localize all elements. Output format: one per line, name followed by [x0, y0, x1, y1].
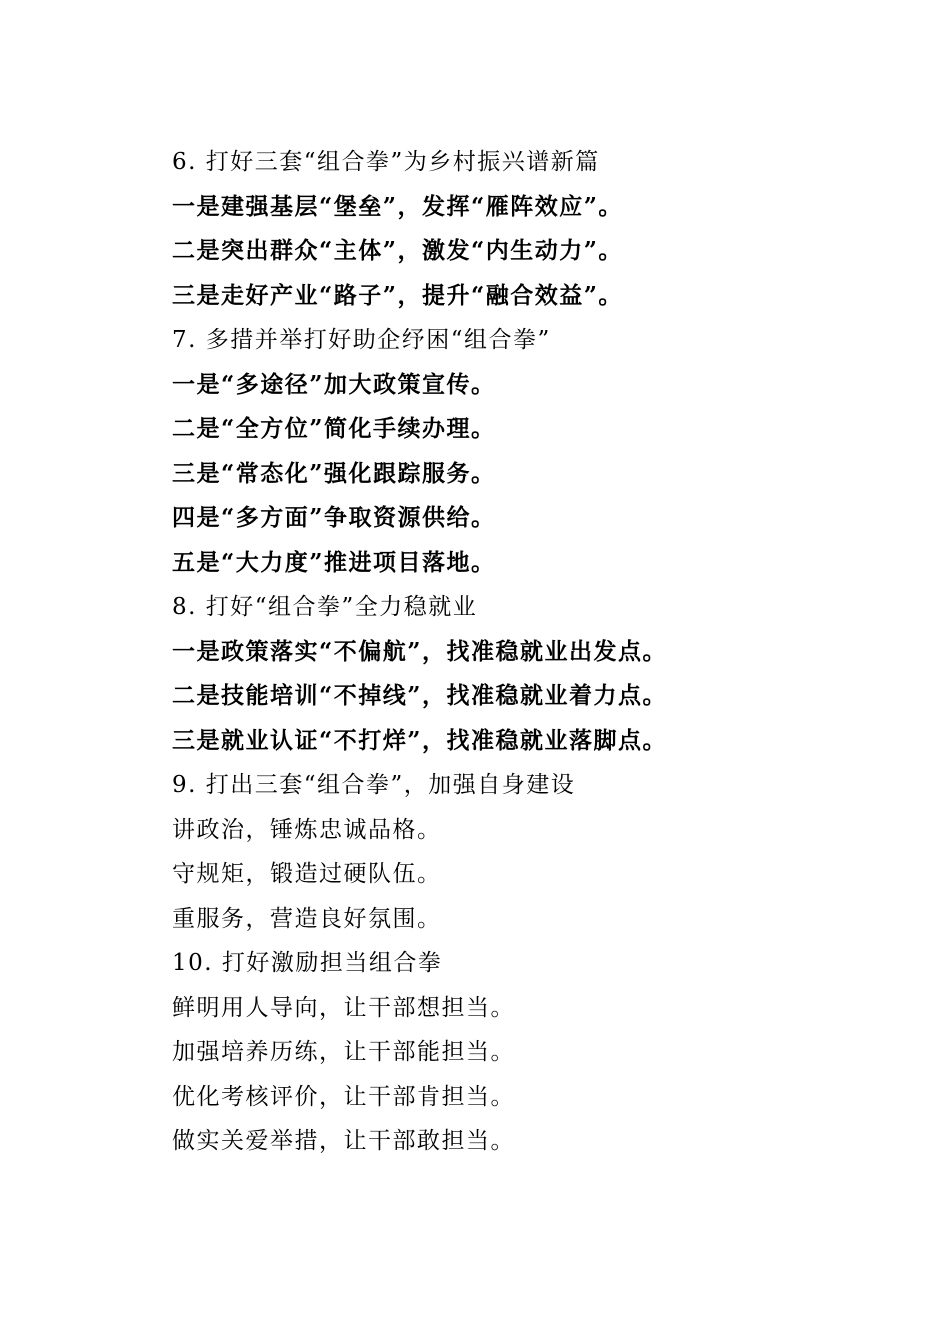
list-item: 二是“全方位”简化手续办理。: [172, 415, 496, 442]
list-item: 做实关爱举措，让干部敢担当。: [172, 1128, 515, 1154]
list-item: 重服务，营造良好氛围。: [172, 905, 442, 932]
list-item: 三是“常态化”强化跟踪服务。: [172, 459, 496, 487]
list-item: 一是政策落实“不偏航”，找准稳就业出发点。: [172, 637, 667, 665]
list-item: 一是建强基层“堡垒”，发挥“雁阵效应”。: [172, 192, 623, 220]
section-heading-10: 10. 打好激励担当组合拳: [172, 950, 443, 976]
list-item: 优化考核评价，让干部肯担当。: [172, 1083, 515, 1110]
section-heading-9: 9. 打出三套“组合拳”，加强自身建设: [172, 772, 576, 798]
list-item: 加强培养历练，让干部能担当。: [172, 1039, 515, 1065]
list-item: 守规矩，锻造过硬队伍。: [172, 861, 442, 887]
list-item: 讲政治，锤炼忠诚品格。: [172, 816, 442, 843]
section-heading-8: 8. 打好“组合拳”全力稳就业: [172, 594, 478, 620]
list-item: 鲜明用人导向，让干部想担当。: [172, 994, 515, 1021]
list-item: 二是突出群众“主体”，激发“内生动力”。: [172, 237, 623, 264]
list-item: 三是就业认证“不打烊”，找准稳就业落脚点。: [172, 726, 667, 754]
list-item: 一是“多途径”加大政策宣传。: [172, 370, 496, 398]
list-item: 三是走好产业“路子”，提升“融合效益”。: [172, 281, 623, 309]
list-item: 二是技能培训“不掉线”，找准稳就业着力点。: [172, 682, 667, 709]
section-heading-6: 6. 打好三套“组合拳”为乡村振兴谱新篇: [172, 149, 600, 175]
list-item: 四是“多方面”争取资源供给。: [172, 504, 496, 531]
section-heading-7: 7. 多措并举打好助企纾困“组合拳”: [172, 327, 551, 353]
document-body: [172, 140, 892, 1164]
list-item: 五是“大力度”推进项目落地。: [172, 548, 496, 576]
